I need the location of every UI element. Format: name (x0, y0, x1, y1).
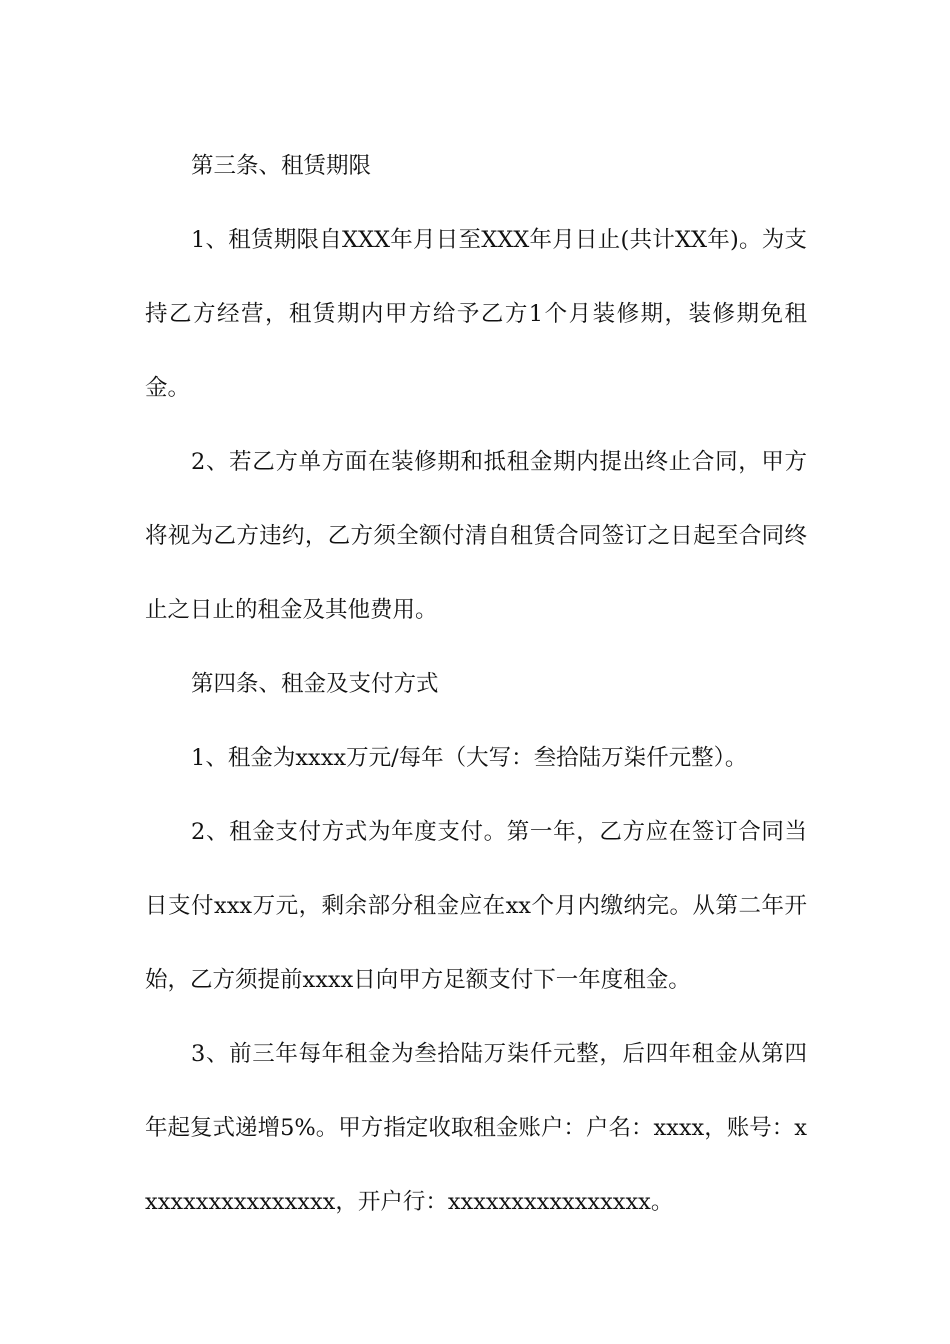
paragraph-lease-term-clause-1: 1、租赁期限自XXX年月日至XXX年月日止(共计XX年)。为支持乙方经营，租赁期内甲方给予乙方1个月装修期，装修期免租金。 (145, 227, 807, 401)
paragraph-rent-clause-2: 2、租金支付方式为年度支付。第一年，乙方应在签订合同当日支付xxx万元，剩余部分租金应在xx个月内缴纳完。从第二年开始，乙方须提前xxxx日向甲方足额支付下一年度租金。 (145, 819, 807, 993)
document-body (145, 129, 807, 1239)
paragraph-lease-term-clause-2: 2、若乙方单方面在装修期和抵租金期内提出终止合同，甲方将视为乙方违约，乙方须全额付清自租赁合同签订之日起至合同终止之日止的租金及其他费用。 (145, 449, 807, 623)
paragraph-rent-clause-3: 3、前三年每年租金为叁拾陆万柒仟元整，后四年租金从第四年起复式递增5%。甲方指定收取租金账户：户名：xxxx，账号：xxxxxxxxxxxxxxxx，开户行：xxxxxxxxxxxxxxxx。 (145, 1041, 807, 1215)
paragraph-rent-clause-1: 1、租金为xxxx万元/每年（大写：叁拾陆万柒仟元整）。 (191, 745, 748, 771)
section-heading-rent-payment: 第四条、租金及支付方式 (191, 671, 439, 697)
section-heading-lease-term: 第三条、租赁期限 (191, 153, 372, 179)
